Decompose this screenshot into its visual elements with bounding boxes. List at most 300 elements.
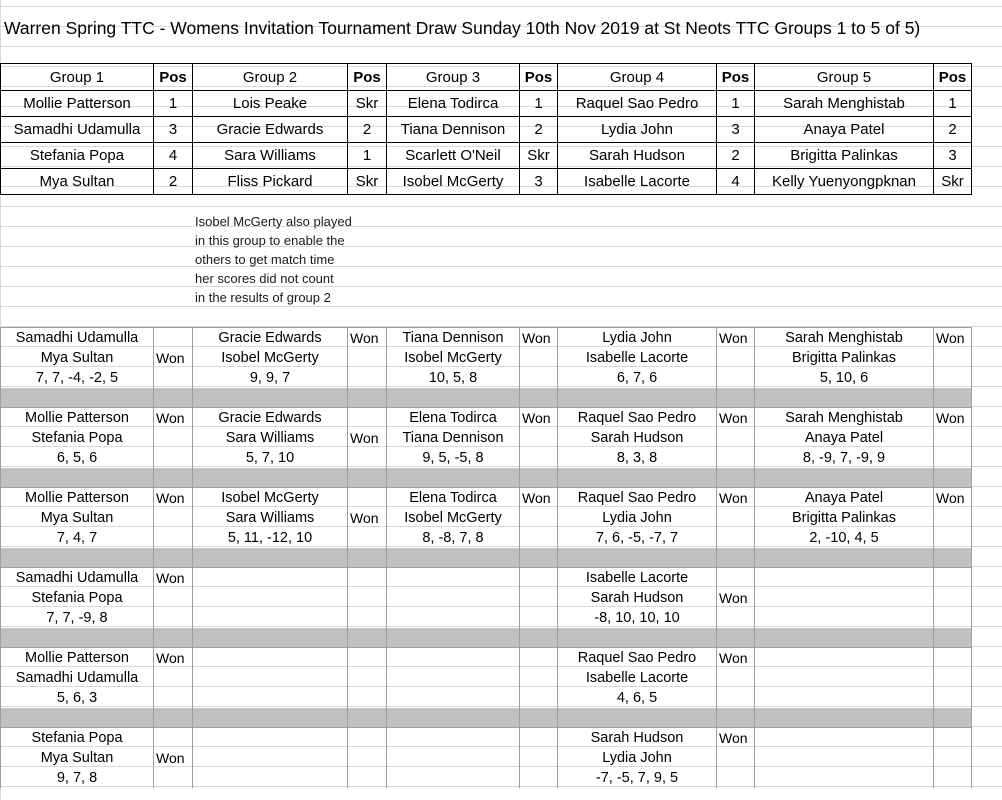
match-player-cell[interactable]: Raquel Sao Pedro (558, 648, 717, 669)
separator-cell (520, 388, 558, 408)
position-cell[interactable]: 2 (934, 117, 972, 143)
result-cell[interactable] (348, 748, 387, 768)
result-cell[interactable] (717, 748, 755, 768)
player-name-cell[interactable]: Kelly Yuenyongpknan (755, 169, 934, 195)
result-cell[interactable]: Won (717, 588, 755, 608)
position-cell[interactable]: 2 (520, 117, 558, 143)
score-cell[interactable]: 4, 6, 5 (558, 688, 717, 708)
score-cell[interactable] (193, 768, 348, 788)
separator-cell (387, 628, 520, 648)
pos-header: Pos (348, 64, 387, 91)
match-row (1, 728, 972, 749)
match-player-cell[interactable]: Mollie Patterson (1, 488, 154, 509)
match-player-cell[interactable] (193, 668, 348, 688)
group-row (1, 91, 972, 117)
match-player-cell[interactable]: Stefania Popa (1, 588, 154, 608)
separator-cell (558, 468, 717, 488)
separator-cell (193, 708, 348, 728)
match-row (1, 688, 972, 708)
score-cell[interactable]: 5, 6, 3 (1, 688, 154, 708)
score-cell[interactable]: 9, 7, 8 (1, 768, 154, 788)
position-cell[interactable]: Skr (348, 169, 387, 195)
separator-cell (717, 548, 755, 568)
result-cell[interactable]: Won (154, 648, 193, 669)
match-player-cell[interactable]: Sarah Menghistab (755, 328, 934, 349)
result-cell[interactable] (934, 668, 972, 688)
result-cell[interactable] (348, 668, 387, 688)
result-cell[interactable] (717, 688, 755, 708)
result-cell[interactable]: Won (520, 408, 558, 429)
result-cell[interactable] (934, 448, 972, 468)
score-cell[interactable]: 10, 5, 8 (387, 368, 520, 388)
pos-header: Pos (154, 64, 193, 91)
separator-cell (934, 548, 972, 568)
score-cell[interactable]: 9, 9, 7 (193, 368, 348, 388)
match-player-cell[interactable] (755, 648, 934, 669)
result-cell[interactable] (154, 768, 193, 788)
match-player-cell[interactable]: Isabelle Lacorte (558, 348, 717, 368)
group-header: Group 2 (193, 64, 348, 91)
player-name-cell[interactable]: Sarah Hudson (558, 143, 717, 169)
result-cell[interactable] (934, 428, 972, 448)
result-cell[interactable] (154, 528, 193, 548)
position-cell[interactable]: 1 (520, 91, 558, 117)
match-player-cell[interactable]: Isabelle Lacorte (558, 668, 717, 688)
separator-cell (154, 388, 193, 408)
result-cell[interactable] (348, 608, 387, 628)
result-cell[interactable] (934, 508, 972, 528)
match-player-cell[interactable]: Anaya Patel (755, 428, 934, 448)
note-line: others to get match time (195, 252, 335, 267)
position-cell[interactable]: Skr (348, 91, 387, 117)
result-cell[interactable] (154, 668, 193, 688)
match-player-cell[interactable] (193, 588, 348, 608)
score-cell[interactable] (755, 768, 934, 788)
match-player-cell[interactable] (387, 588, 520, 608)
result-cell[interactable] (717, 668, 755, 688)
separator-cell (348, 468, 387, 488)
result-cell[interactable] (520, 508, 558, 528)
result-cell[interactable]: Won (934, 488, 972, 509)
match-row (1, 568, 972, 589)
separator-cell (348, 548, 387, 568)
result-cell[interactable]: Won (934, 328, 972, 349)
match-results-table (0, 327, 972, 788)
group-header: Group 1 (1, 64, 154, 91)
match-player-cell[interactable] (387, 748, 520, 768)
separator-cell (387, 388, 520, 408)
result-cell[interactable] (154, 448, 193, 468)
match-player-cell[interactable] (193, 568, 348, 589)
separator-cell (154, 468, 193, 488)
result-cell[interactable] (520, 748, 558, 768)
result-cell[interactable] (154, 428, 193, 448)
note-line: her scores did not count (195, 271, 334, 286)
player-name-cell[interactable]: Scarlett O'Neil (387, 143, 520, 169)
match-player-cell[interactable] (387, 648, 520, 669)
match-player-cell[interactable]: Stefania Popa (1, 428, 154, 448)
result-cell[interactable] (348, 528, 387, 548)
separator-cell (387, 548, 520, 568)
result-cell[interactable] (348, 348, 387, 368)
result-cell[interactable]: Won (154, 348, 193, 368)
match-row (1, 648, 972, 669)
score-cell[interactable] (755, 608, 934, 628)
score-cell[interactable]: -7, -5, 7, 9, 5 (558, 768, 717, 788)
position-cell[interactable]: 4 (154, 143, 193, 169)
player-name-cell[interactable]: Elena Todirca (387, 91, 520, 117)
result-cell[interactable] (348, 408, 387, 429)
result-cell[interactable]: Won (717, 488, 755, 509)
player-name-cell[interactable]: Mya Sultan (1, 169, 154, 195)
match-player-cell[interactable]: Isobel McGerty (387, 348, 520, 368)
result-cell[interactable] (520, 448, 558, 468)
result-cell[interactable] (520, 348, 558, 368)
match-player-cell[interactable]: Mya Sultan (1, 508, 154, 528)
score-cell[interactable]: 7, 6, -5, -7, 7 (558, 528, 717, 548)
player-name-cell[interactable]: Raquel Sao Pedro (558, 91, 717, 117)
result-cell[interactable] (717, 608, 755, 628)
match-player-cell[interactable]: Samadhi Udamulla (1, 568, 154, 589)
position-cell[interactable]: Skr (934, 169, 972, 195)
position-cell[interactable]: 1 (154, 91, 193, 117)
separator-cell (755, 468, 934, 488)
score-cell[interactable] (193, 608, 348, 628)
separator-row (1, 708, 972, 728)
result-cell[interactable] (348, 648, 387, 669)
separator-cell (558, 548, 717, 568)
separator-cell (934, 628, 972, 648)
match-player-cell[interactable]: Sarah Hudson (558, 588, 717, 608)
separator-cell (934, 468, 972, 488)
result-cell[interactable]: Won (934, 408, 972, 429)
result-cell[interactable] (348, 588, 387, 608)
player-name-cell[interactable]: Mollie Patterson (1, 91, 154, 117)
separator-cell (558, 708, 717, 728)
separator-cell (387, 708, 520, 728)
match-row (1, 428, 972, 448)
player-name-cell[interactable]: Brigitta Palinkas (755, 143, 934, 169)
match-player-cell[interactable]: Sara Williams (193, 428, 348, 448)
result-cell[interactable]: Won (717, 408, 755, 429)
score-cell[interactable]: 2, -10, 4, 5 (755, 528, 934, 548)
match-row (1, 748, 972, 768)
pos-header: Pos (934, 64, 972, 91)
match-player-cell[interactable]: Elena Todirca (387, 488, 520, 509)
group-row (1, 117, 972, 143)
result-cell[interactable] (934, 688, 972, 708)
score-cell[interactable] (755, 688, 934, 708)
match-row (1, 768, 972, 788)
position-cell[interactable]: Skr (520, 143, 558, 169)
separator-cell (193, 468, 348, 488)
match-player-cell[interactable]: Sarah Hudson (558, 428, 717, 448)
match-player-cell[interactable]: Isobel McGerty (193, 488, 348, 509)
match-player-cell[interactable]: Isobel McGerty (193, 348, 348, 368)
result-cell[interactable] (520, 768, 558, 788)
result-cell[interactable]: Won (348, 328, 387, 349)
result-cell[interactable]: Won (154, 488, 193, 509)
result-cell[interactable] (520, 428, 558, 448)
separator-cell (520, 468, 558, 488)
score-cell[interactable]: 6, 5, 6 (1, 448, 154, 468)
group-header: Group 3 (387, 64, 520, 91)
result-cell[interactable]: Won (717, 648, 755, 669)
result-cell[interactable] (520, 588, 558, 608)
result-cell[interactable] (520, 608, 558, 628)
separator-cell (755, 628, 934, 648)
match-player-cell[interactable]: Gracie Edwards (193, 408, 348, 429)
score-cell[interactable]: 7, 7, -4, -2, 5 (1, 368, 154, 388)
match-player-cell[interactable] (193, 648, 348, 669)
result-cell[interactable] (717, 508, 755, 528)
match-player-cell[interactable] (387, 668, 520, 688)
match-player-cell[interactable]: Samadhi Udamulla (1, 668, 154, 688)
result-cell[interactable] (717, 528, 755, 548)
match-player-cell[interactable] (755, 588, 934, 608)
match-player-cell[interactable] (755, 748, 934, 768)
result-cell[interactable] (717, 368, 755, 388)
result-cell[interactable] (348, 768, 387, 788)
group-header: Group 4 (558, 64, 717, 91)
separator-cell (1, 468, 154, 488)
match-player-cell[interactable]: Lydia John (558, 748, 717, 768)
match-player-cell[interactable]: Elena Todirca (387, 408, 520, 429)
result-cell[interactable]: Won (348, 508, 387, 528)
result-cell[interactable] (348, 488, 387, 509)
position-cell[interactable]: 1 (934, 91, 972, 117)
player-name-cell[interactable]: Gracie Edwards (193, 117, 348, 143)
match-player-cell[interactable]: Sarah Hudson (558, 728, 717, 749)
match-player-cell[interactable]: Samadhi Udamulla (1, 328, 154, 349)
player-name-cell[interactable]: Isobel McGerty (387, 169, 520, 195)
position-cell[interactable]: 2 (154, 169, 193, 195)
result-cell[interactable] (717, 348, 755, 368)
result-cell[interactable] (717, 768, 755, 788)
match-player-cell[interactable]: Gracie Edwards (193, 328, 348, 349)
match-player-cell[interactable]: Mollie Patterson (1, 408, 154, 429)
match-player-cell[interactable]: Tiana Dennison (387, 328, 520, 349)
group-header-row (1, 64, 972, 91)
match-player-cell[interactable]: Anaya Patel (755, 488, 934, 509)
match-player-cell[interactable] (193, 748, 348, 768)
match-player-cell[interactable]: Mya Sultan (1, 748, 154, 768)
result-cell[interactable] (717, 448, 755, 468)
result-cell[interactable] (934, 568, 972, 589)
position-cell[interactable]: 3 (154, 117, 193, 143)
result-cell[interactable] (348, 368, 387, 388)
separator-cell (348, 628, 387, 648)
result-cell[interactable]: Won (717, 728, 755, 749)
group-row (1, 169, 972, 195)
result-cell[interactable] (520, 648, 558, 669)
match-player-cell[interactable] (387, 568, 520, 589)
score-cell[interactable]: 7, 4, 7 (1, 528, 154, 548)
result-cell[interactable]: Won (520, 328, 558, 349)
separator-row (1, 628, 972, 648)
player-name-cell[interactable]: Tiana Dennison (387, 117, 520, 143)
result-cell[interactable] (154, 728, 193, 749)
match-player-cell[interactable]: Sarah Menghistab (755, 408, 934, 429)
match-player-cell[interactable] (387, 728, 520, 749)
position-cell[interactable]: 1 (348, 143, 387, 169)
match-row (1, 368, 972, 388)
result-cell[interactable] (154, 368, 193, 388)
position-cell[interactable]: 3 (520, 169, 558, 195)
result-cell[interactable] (934, 728, 972, 749)
result-cell[interactable] (520, 688, 558, 708)
result-cell[interactable] (154, 508, 193, 528)
player-name-cell[interactable]: Lydia John (558, 117, 717, 143)
result-cell[interactable]: Won (154, 568, 193, 589)
separator-cell (934, 388, 972, 408)
score-cell[interactable]: 8, -8, 7, 8 (387, 528, 520, 548)
match-row (1, 328, 972, 349)
match-player-cell[interactable] (755, 728, 934, 749)
match-player-cell[interactable]: Brigitta Palinkas (755, 508, 934, 528)
separator-cell (520, 548, 558, 568)
match-player-cell[interactable]: Brigitta Palinkas (755, 348, 934, 368)
result-cell[interactable] (520, 728, 558, 749)
player-name-cell[interactable]: Stefania Popa (1, 143, 154, 169)
result-cell[interactable] (520, 668, 558, 688)
result-cell[interactable] (154, 588, 193, 608)
separator-cell (348, 388, 387, 408)
match-row (1, 448, 972, 468)
separator-cell (520, 708, 558, 728)
player-name-cell[interactable]: Fliss Pickard (193, 169, 348, 195)
note-line: in the results of group 2 (195, 290, 331, 305)
score-cell[interactable] (193, 688, 348, 708)
match-player-cell[interactable]: Raquel Sao Pedro (558, 408, 717, 429)
match-player-cell[interactable]: Sara Williams (193, 508, 348, 528)
note-line: in this group to enable the (195, 233, 345, 248)
player-name-cell[interactable]: Sara Williams (193, 143, 348, 169)
result-cell[interactable]: Won (348, 428, 387, 448)
group-table (0, 63, 972, 195)
separator-row (1, 468, 972, 488)
match-player-cell[interactable] (755, 668, 934, 688)
match-player-cell[interactable]: Isobel McGerty (387, 508, 520, 528)
result-cell[interactable]: Won (154, 748, 193, 768)
result-cell[interactable] (934, 768, 972, 788)
separator-cell (154, 628, 193, 648)
result-cell[interactable] (934, 608, 972, 628)
separator-cell (193, 628, 348, 648)
position-cell[interactable]: 1 (717, 91, 755, 117)
position-cell[interactable]: 3 (717, 117, 755, 143)
match-row (1, 508, 972, 528)
score-cell[interactable] (387, 608, 520, 628)
separator-cell (755, 388, 934, 408)
player-name-cell[interactable]: Lois Peake (193, 91, 348, 117)
result-cell[interactable] (934, 368, 972, 388)
score-cell[interactable]: 6, 7, 6 (558, 368, 717, 388)
separator-cell (717, 468, 755, 488)
player-name-cell[interactable]: Samadhi Udamulla (1, 117, 154, 143)
result-cell[interactable] (934, 588, 972, 608)
result-cell[interactable] (717, 428, 755, 448)
result-cell[interactable]: Won (717, 328, 755, 349)
separator-cell (558, 388, 717, 408)
separator-cell (154, 548, 193, 568)
result-cell[interactable] (348, 688, 387, 708)
score-cell[interactable]: 8, -9, 7, -9, 9 (755, 448, 934, 468)
separator-cell (1, 628, 154, 648)
match-player-cell[interactable]: Mollie Patterson (1, 648, 154, 669)
player-name-cell[interactable]: Anaya Patel (755, 117, 934, 143)
match-row (1, 608, 972, 628)
note-line: Isobel McGerty also played (195, 214, 352, 229)
match-player-cell[interactable] (755, 568, 934, 589)
match-player-cell[interactable]: Isabelle Lacorte (558, 568, 717, 589)
result-cell[interactable] (154, 608, 193, 628)
score-cell[interactable]: 8, 3, 8 (558, 448, 717, 468)
result-cell[interactable] (348, 568, 387, 589)
result-cell[interactable] (520, 368, 558, 388)
result-cell[interactable] (934, 528, 972, 548)
match-player-cell[interactable]: Raquel Sao Pedro (558, 488, 717, 509)
match-row (1, 488, 972, 509)
match-player-cell[interactable]: Lydia John (558, 328, 717, 349)
result-cell[interactable] (520, 528, 558, 548)
match-player-cell[interactable]: Lydia John (558, 508, 717, 528)
score-cell[interactable] (387, 688, 520, 708)
score-cell[interactable]: 5, 10, 6 (755, 368, 934, 388)
separator-cell (717, 628, 755, 648)
score-cell[interactable]: 9, 5, -5, 8 (387, 448, 520, 468)
separator-cell (1, 708, 154, 728)
separator-cell (348, 708, 387, 728)
separator-cell (755, 548, 934, 568)
score-cell[interactable]: -8, 10, 10, 10 (558, 608, 717, 628)
match-player-cell[interactable]: Mya Sultan (1, 348, 154, 368)
match-player-cell[interactable]: Stefania Popa (1, 728, 154, 749)
group-header: Group 5 (755, 64, 934, 91)
separator-cell (1, 548, 154, 568)
position-cell[interactable]: 3 (934, 143, 972, 169)
result-cell[interactable] (717, 568, 755, 589)
score-cell[interactable] (387, 768, 520, 788)
score-cell[interactable]: 7, 7, -9, 8 (1, 608, 154, 628)
match-row (1, 668, 972, 688)
position-cell[interactable]: 2 (717, 143, 755, 169)
match-player-cell[interactable]: Tiana Dennison (387, 428, 520, 448)
separator-cell (558, 628, 717, 648)
score-cell[interactable]: 5, 11, -12, 10 (193, 528, 348, 548)
result-cell[interactable] (348, 448, 387, 468)
result-cell[interactable]: Won (520, 488, 558, 509)
result-cell[interactable] (520, 568, 558, 589)
match-player-cell[interactable] (193, 728, 348, 749)
result-cell[interactable] (934, 348, 972, 368)
pos-header: Pos (520, 64, 558, 91)
position-cell[interactable]: 4 (717, 169, 755, 195)
result-cell[interactable] (348, 728, 387, 749)
separator-cell (934, 708, 972, 728)
score-cell[interactable]: 5, 7, 10 (193, 448, 348, 468)
separator-row (1, 388, 972, 408)
position-cell[interactable]: 2 (348, 117, 387, 143)
result-cell[interactable] (154, 328, 193, 349)
result-cell[interactable] (934, 648, 972, 669)
result-cell[interactable] (934, 748, 972, 768)
result-cell[interactable]: Won (154, 408, 193, 429)
result-cell[interactable] (154, 688, 193, 708)
separator-cell (193, 388, 348, 408)
player-name-cell[interactable]: Sarah Menghistab (755, 91, 934, 117)
player-name-cell[interactable]: Isabelle Lacorte (558, 169, 717, 195)
